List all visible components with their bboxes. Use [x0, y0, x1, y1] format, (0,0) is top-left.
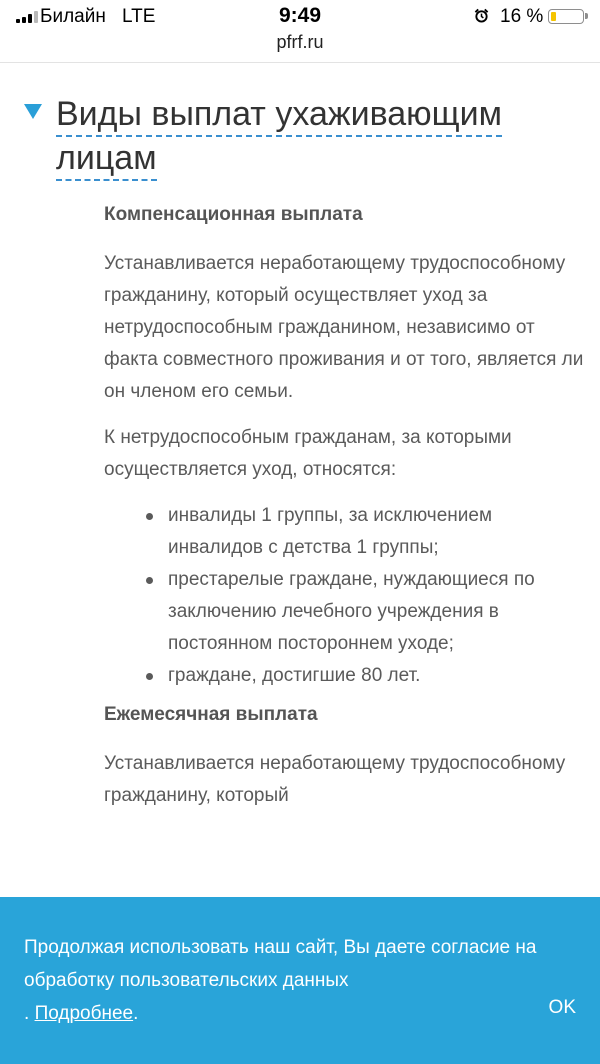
carrier-name: Билайн — [40, 6, 106, 27]
cookie-ok-button[interactable]: OK — [548, 997, 576, 1018]
header-divider — [0, 62, 600, 63]
bullet-icon — [146, 673, 153, 680]
battery-tip — [585, 13, 588, 19]
collapse-triangle-icon[interactable] — [24, 104, 42, 119]
alarm-icon — [474, 8, 489, 23]
section-title-monthly: Ежемесячная выплата — [104, 704, 318, 725]
page-heading[interactable]: Виды выплат ухаживающим лицам — [56, 92, 586, 180]
paragraph-compensation-2: К нетрудоспособным гражданам, за которыми осуществляется уход, относятся: — [104, 427, 512, 480]
bullet-icon — [146, 513, 153, 520]
article-content — [104, 202, 584, 826]
address-bar-url[interactable]: pfrf.ru — [276, 32, 324, 52]
status-bar — [0, 0, 600, 52]
paragraph-compensation-1: Устанавливается неработающему трудоспособному гражданину, который осуществляет уход за нетрудоспособным гражданином, независимо от факта совместного проживания и от того, является ли он членом его семьи. — [104, 253, 584, 402]
list-item: граждане, достигшие 80 лет. — [168, 660, 564, 692]
battery-percent: 16 % — [500, 6, 544, 27]
section-title-compensation: Компенсационная выплата — [104, 204, 363, 225]
list-item: инвалиды 1 группы, за исключением инвалидов с детства 1 группы; — [168, 500, 564, 564]
cookie-text: Продолжая использовать наш сайт, Вы даете согласие на обработку пользовательских данных . Подробнее. — [24, 937, 537, 1024]
battery-icon — [548, 9, 584, 24]
paragraph-monthly-1: Устанавливается неработающему трудоспособному гражданину, который — [104, 753, 566, 806]
network-type: LTE — [122, 6, 156, 27]
status-time: 9:49 — [278, 4, 322, 27]
bullet-icon — [146, 577, 153, 584]
list-item: престарелые граждане, нуждающиеся по заключению лечебного учреждения в постоянном постороннем уходе; — [168, 564, 564, 660]
eligibility-list — [0, 500, 564, 692]
cookie-banner — [0, 897, 600, 1064]
cookie-more-link[interactable]: Подробнее — [34, 1003, 134, 1024]
